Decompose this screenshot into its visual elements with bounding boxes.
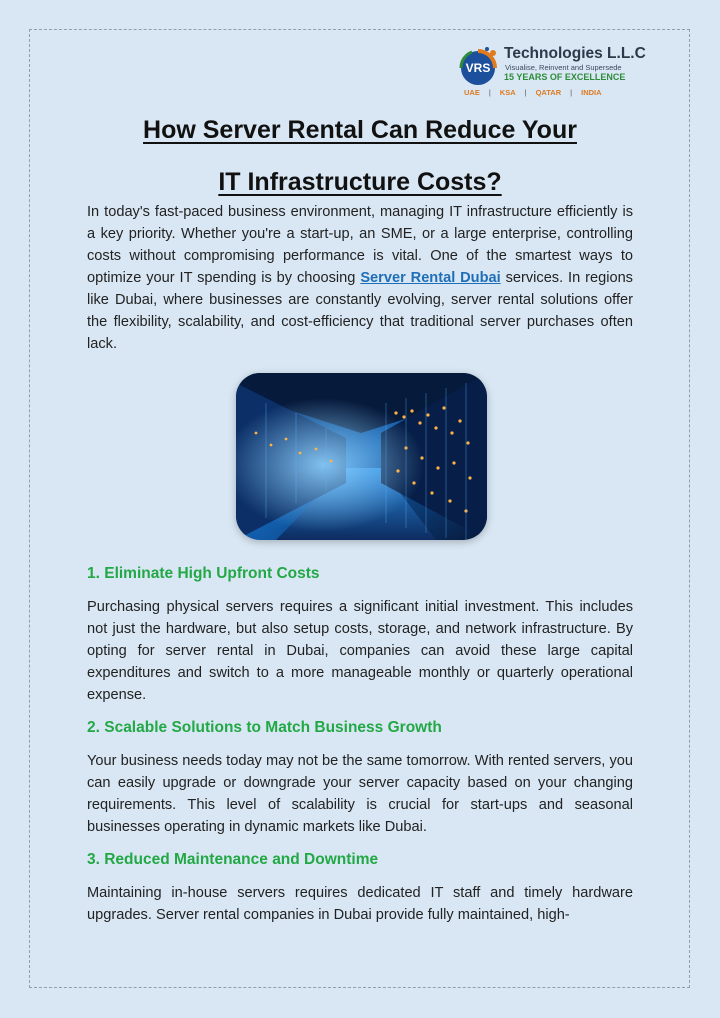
intro-text-start: In today's fast-paced business environment, managing IT infrastructure efficiently is a key priority. Whether you're a start-up, an SME, or a large enterprise, controlling costs without compromising performance is vital. One of the smartest ways to optimize your IT spending is by choosing: [87, 204, 633, 286]
intro-text-end: services. In regions like Dubai, where businesses are constantly evolving, server rental solutions offer the flexibility, scalability, and cost-efficiency that traditional server purchases often lack.: [87, 270, 633, 352]
logo-company-name: Technologies L.L.C: [504, 45, 646, 62]
region-india: INDIA: [581, 88, 602, 97]
title-text-1: How Server Rental Can Reduce Your: [143, 116, 577, 144]
svg-text:VRS: VRS: [465, 61, 491, 75]
logo-years-badge: 15 YEARS OF EXCELLENCE: [504, 72, 626, 82]
logo-regions: [464, 88, 602, 97]
page-title-line-2: [0, 168, 720, 197]
vrs-logo-icon: [454, 44, 506, 88]
region-separator: |: [570, 88, 573, 97]
region-uae: UAE: [464, 88, 480, 97]
company-logo: [452, 42, 652, 102]
region-separator: |: [524, 88, 527, 97]
region-ksa: KSA: [499, 88, 516, 97]
section-body-2: Your business needs today may not be the same tomorrow. With rented servers, you can easily upgrade or downgrade your server capacity based on your changing requirements. This level of scalability is crucial for start-ups and seasonal businesses operating in dynamic markets like Dubai.: [87, 753, 633, 835]
title-text-2: IT Infrastructure Costs?: [218, 168, 502, 196]
section-body-1: Purchasing physical servers requires a significant initial investment. This includes not just the hardware, but also setup costs, storage, and network infrastructure. By opting for server rental in Dubai, companies can avoid these large capital expenditures and switch to a more manageable monthly or quarterly operational expense.: [87, 599, 633, 703]
region-qatar: QATAR: [535, 88, 562, 97]
server-room-image: [236, 373, 487, 540]
section-heading-1: 1. Eliminate High Upfront Costs: [87, 565, 320, 582]
page-title-line-1: [0, 116, 720, 145]
logo-tagline: Visualise, Reinvent and Supersede: [505, 63, 622, 72]
section-heading-2: 2. Scalable Solutions to Match Business Growth: [87, 719, 442, 736]
section-body-3: Maintaining in-house servers requires dedicated IT staff and timely hardware upgrades. Server rental companies in Dubai provide fully maintained, high-: [87, 885, 633, 923]
server-room-illustration: [236, 373, 487, 540]
intro-paragraph: [87, 201, 633, 355]
region-separator: |: [488, 88, 491, 97]
server-rental-dubai-link[interactable]: Server Rental Dubai: [360, 270, 501, 286]
section-heading-3: 3. Reduced Maintenance and Downtime: [87, 851, 379, 868]
